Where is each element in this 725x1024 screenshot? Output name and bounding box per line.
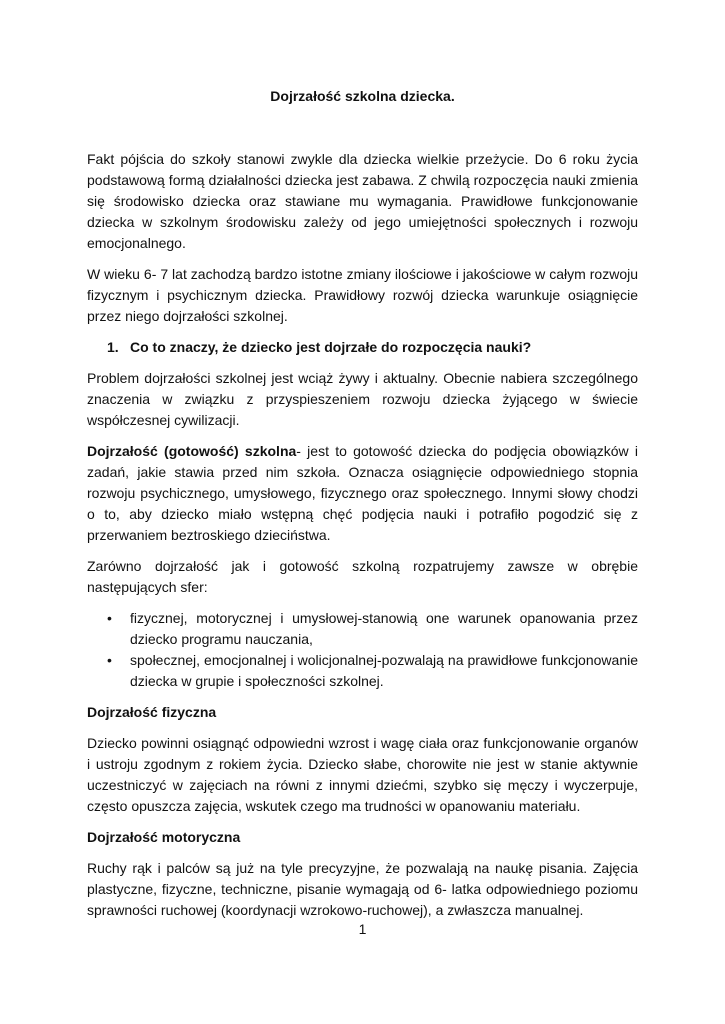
spheres-list bbox=[87, 608, 638, 692]
list-item bbox=[87, 650, 638, 692]
age-change-paragraph: W wieku 6- 7 lat zachodzą bardzo istotne zmiany ilościowe i jakościowe w całym rozwoju fizycznym i psychicznym dziecka. Prawidłowy rozwój dziecka warunkuje osiągnięcie przez niego dojrzałości szkolnej. bbox=[87, 266, 638, 324]
question-number: 1. bbox=[107, 339, 119, 355]
spheres-paragraph: Zarówno dojrzałość jak i gotowość szkolną rozpatrujemy zawsze w obrębie następujących sfer: bbox=[87, 558, 638, 595]
list-item-text: fizycznej, motorycznej i umysłowej-stanowią one warunek opanowania przez dziecko programu nauczania, bbox=[130, 610, 638, 647]
physical-maturity-heading: Dojrzałość fizyczna bbox=[87, 704, 217, 720]
question-heading bbox=[87, 337, 638, 358]
list-item-text: społecznej, emocjonalnej i wolicjonalnej-pozwalają na prawidłowe funkcjonowanie dziecka w grupie i społeczności szkolnej. bbox=[130, 652, 638, 689]
list-item bbox=[87, 608, 638, 650]
motor-maturity-heading: Dojrzałość motoryczna bbox=[87, 829, 241, 845]
document-body bbox=[87, 86, 638, 931]
definition-term: Dojrzałość (gotowość) szkolna bbox=[87, 443, 297, 459]
definition-text: - jest to gotowość dziecka do podjęcia obowiązków i zadań, jakie stawia przed nim szkoła. Oznacza osiągnięcie odpowiedniego stopnia rozwoju psychicznego, umysłowego, fizycznego oraz społecznego. Innymi słowy chodzi o to, aby dziecko miało wstępną chęć podjęcia nauki i potrafiło pogodzić się z przerwaniem beztroskiego dzieciństwa. bbox=[87, 443, 638, 543]
document-title: Dojrzałość szkolna dziecka. bbox=[270, 88, 455, 104]
motor-maturity-paragraph: Ruchy rąk i palców są już na tyle precyzyjne, że pozwalają na naukę pisania. Zajęcia plastyczne, fizyczne, techniczne, pisanie wymagają od 6- latka odpowiedniego poziomu sprawności ruchowej (koordynacji wzrokowo-ruchowej), a zwłaszcza manualnej. bbox=[87, 860, 638, 918]
physical-maturity-paragraph: Dziecko powinni osiągnąć odpowiedni wzrost i wagę ciała oraz funkcjonowanie organów i ustroju zgodnym z rokiem życia. Dziecko słabe, chorowite nie jest w stanie aktywnie uczestniczyć w zajęciach na równi z innymi dziećmi, szybko się męczy i wyczerpuje, często opuszcza zajęcia, wskutek czego ma trudności w opanowaniu materiału. bbox=[87, 735, 638, 814]
intro-paragraph: Fakt pójścia do szkoły stanowi zwykle dla dziecka wielkie przeżycie. Do 6 roku życia podstawową formą działalności dziecka jest zabawa. Z chwilą rozpoczęcia nauki zmienia się środowisko dziecka oraz stawiane mu wymagania. Prawidłowe funkcjonowanie dziecka w szkolnym środowisku zależy od jego umiejętności społecznych i rozwoju emocjonalnego. bbox=[87, 151, 638, 251]
definition-paragraph bbox=[87, 441, 638, 546]
bullet-icon: • bbox=[107, 610, 112, 626]
page-number: 1 bbox=[358, 921, 367, 937]
bullet-icon: • bbox=[107, 652, 112, 668]
problem-paragraph: Problem dojrzałości szkolnej jest wciąż żywy i aktualny. Obecnie nabiera szczególnego znaczenia w związku z przyspieszeniem rozwoju dziecka żyjącego w świecie współczesnej cywilizacji. bbox=[87, 370, 638, 428]
question-text: Co to znaczy, że dziecko jest dojrzałe do rozpoczęcia nauki? bbox=[130, 339, 532, 355]
